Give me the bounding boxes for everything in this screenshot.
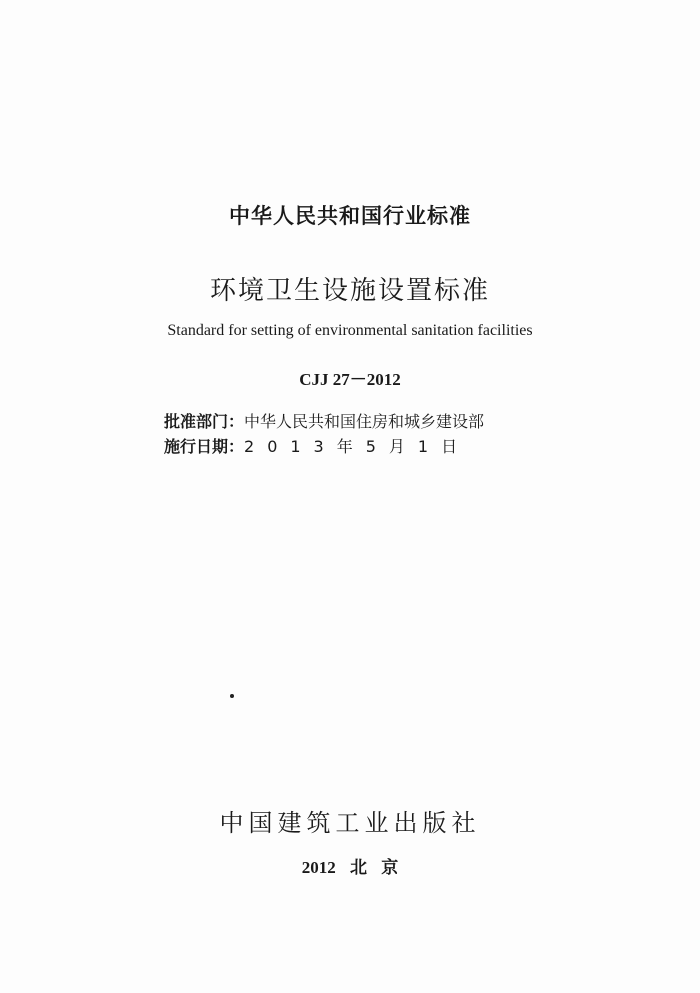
approval-department-label: 批准部门：	[164, 412, 245, 431]
effective-date-value: 2013年5月1日	[244, 437, 471, 456]
standard-title-english: Standard for setting of environmental sanitation facilities	[167, 322, 533, 339]
effective-date-label: 施行日期：	[164, 437, 245, 456]
effective-date-row	[164, 434, 470, 457]
approval-department-value: 中华人民共和国住房和城乡建设部	[244, 412, 485, 431]
standard-title-chinese: 环境卫生设施设置标准	[209, 276, 490, 306]
publisher-name: 中国建筑工业出版社	[219, 809, 481, 837]
standard-code: CJJ 27－2012	[299, 370, 401, 389]
speck-mark	[230, 694, 234, 698]
approval-department-row	[164, 409, 484, 432]
publication-year-place: 2012 北 京	[301, 858, 399, 877]
series-title: 中华人民共和国行业标准	[229, 204, 471, 228]
